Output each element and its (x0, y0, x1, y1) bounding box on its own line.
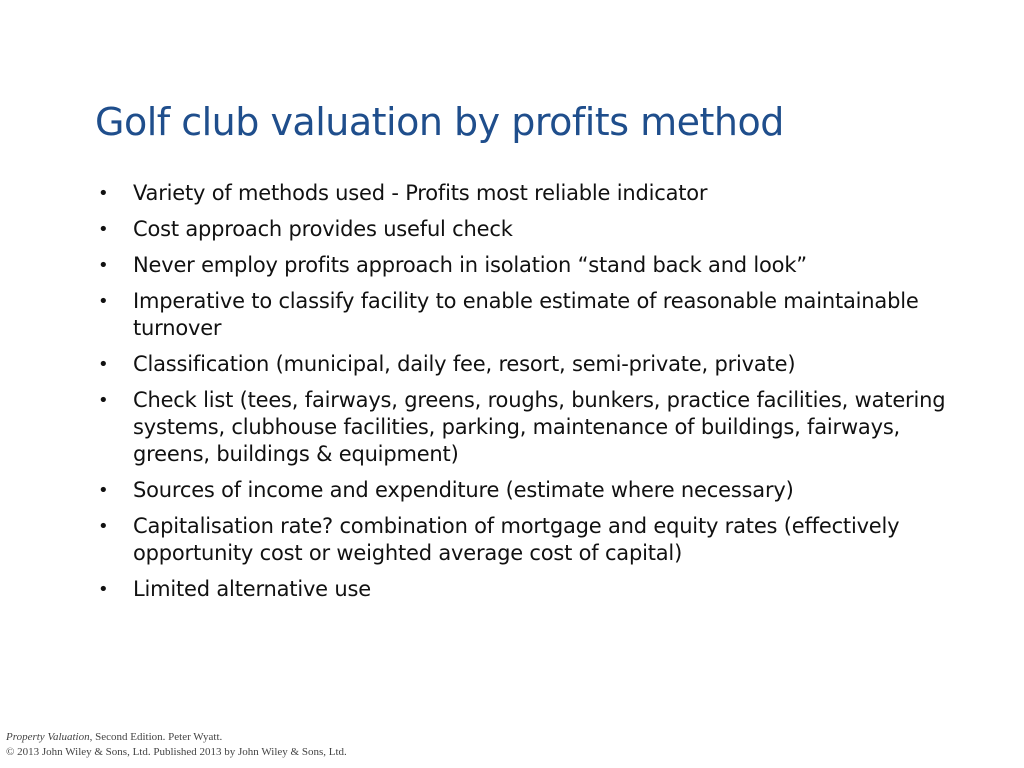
bullet-text: Check list (tees, fairways, greens, roughs, bunkers, practice facilities, watering systems, clubhouse facilities, parking, maintenance of buildings, fairways, greens, buildings & equipment) (133, 388, 946, 466)
bullet-icon: • (98, 390, 109, 411)
bullet-item (98, 477, 978, 504)
bullet-item (98, 180, 978, 207)
bullet-text: Classification (municipal, daily fee, resort, semi-private, private) (133, 352, 796, 376)
bullet-text: Variety of methods used - Profits most reliable indicator (133, 181, 708, 205)
bullet-item (98, 513, 978, 567)
bullet-item (98, 576, 978, 603)
bullet-icon: • (98, 354, 109, 375)
bullet-item (98, 351, 978, 378)
bullet-text: Sources of income and expenditure (estimate where necessary) (133, 478, 794, 502)
bullet-icon: • (98, 579, 109, 600)
bullet-icon: • (98, 291, 109, 312)
bullet-item (98, 387, 978, 468)
bullet-icon: • (98, 183, 109, 204)
footer-citation (6, 730, 347, 760)
bullet-text: Never employ profits approach in isolation “stand back and look” (133, 253, 807, 277)
slide-title: Golf club valuation by profits method (95, 100, 784, 144)
bullet-item (98, 288, 978, 342)
bullet-icon: • (98, 480, 109, 501)
bullet-icon: • (98, 255, 109, 276)
footer-book-title: Property Valuation (6, 731, 90, 743)
bullet-list (98, 180, 978, 612)
bullet-text: Capitalisation rate? combination of mortgage and equity rates (effectively opportunity cost or weighted average cost of capital) (133, 514, 900, 565)
footer-copyright: © 2013 John Wiley & Sons, Ltd. Published 2013 by John Wiley & Sons, Ltd. (6, 746, 347, 758)
bullet-text: Cost approach provides useful check (133, 217, 513, 241)
bullet-item (98, 252, 978, 279)
footer-book-line (6, 730, 347, 745)
bullet-text: Imperative to classify facility to enable estimate of reasonable maintainable turnover (133, 289, 919, 340)
bullet-icon: • (98, 219, 109, 240)
footer-edition-author: , Second Edition. Peter Wyatt. (89, 731, 223, 743)
bullet-text: Limited alternative use (133, 577, 371, 601)
bullet-item (98, 216, 978, 243)
bullet-icon: • (98, 516, 109, 537)
